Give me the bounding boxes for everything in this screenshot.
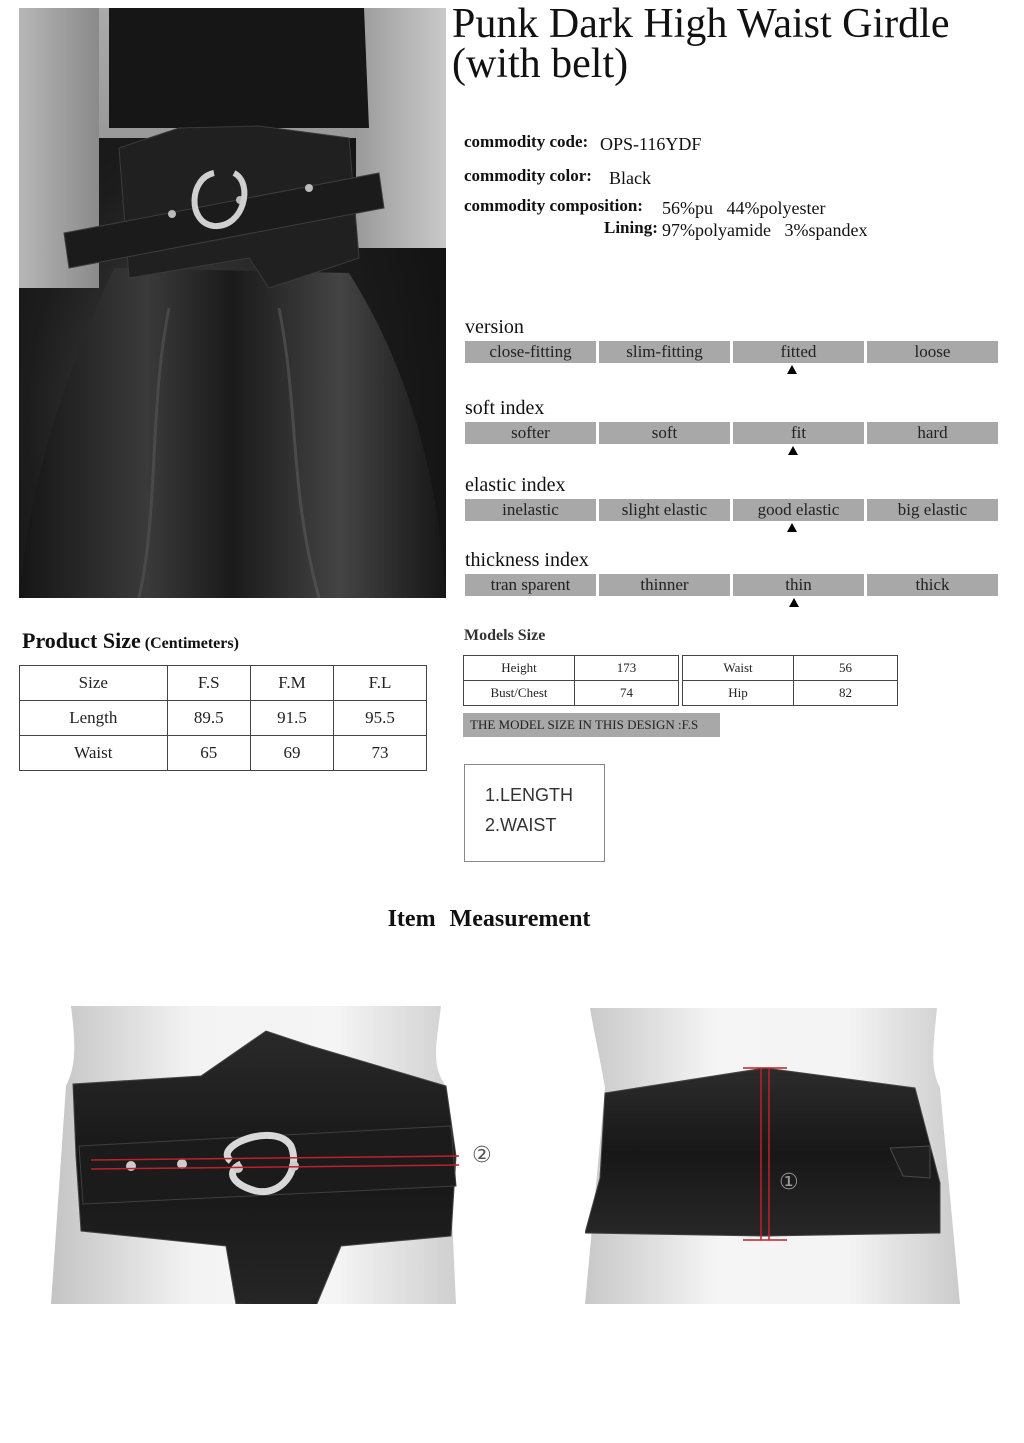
elastic-index-scale <box>465 474 998 532</box>
front-girdle-illustration <box>51 1006 469 1304</box>
table-cell: Hip <box>683 681 794 706</box>
table-cell: 73 <box>334 736 427 771</box>
thickness-index-scale <box>465 549 998 607</box>
table-cell: 74 <box>575 681 679 706</box>
selection-marker-icon <box>788 446 798 455</box>
table-cell: F.M <box>250 666 333 701</box>
scale-option-selected: fitted <box>733 341 864 363</box>
models-size-heading: Models Size <box>464 627 546 644</box>
selection-marker-icon <box>789 598 799 607</box>
back-measurement-photo <box>585 1008 960 1304</box>
version-scale <box>465 316 998 374</box>
item-measurement-heading: Item Measurement <box>387 906 591 932</box>
table-cell: F.L <box>334 666 427 701</box>
scale-title: version <box>465 316 524 338</box>
scale-option: inelastic <box>465 499 596 521</box>
table-cell: 89.5 <box>167 701 250 736</box>
scale-option: softer <box>465 422 596 444</box>
marker-two-icon: ② <box>472 1143 492 1168</box>
back-girdle-illustration <box>585 1008 960 1304</box>
models-size-table-left <box>463 655 679 706</box>
table-row <box>20 736 427 771</box>
table-cell: 95.5 <box>334 701 427 736</box>
legend-length: 1.LENGTH <box>485 785 574 805</box>
table-cell: Length <box>20 701 168 736</box>
table-cell: 173 <box>575 656 679 681</box>
front-measurement-photo <box>51 1006 469 1304</box>
hero-product-photo <box>19 8 446 598</box>
product-title: Punk Dark High Waist Girdle (with belt) <box>452 1 950 87</box>
scale-option-selected: thin <box>733 574 864 596</box>
table-header-row <box>20 666 427 701</box>
scale-option: tran sparent <box>465 574 596 596</box>
table-row <box>464 656 679 681</box>
product-size-unit: (Centimeters) <box>144 635 239 652</box>
scale-option: close-fitting <box>465 341 596 363</box>
table-cell: Size <box>20 666 168 701</box>
scale-option: big elastic <box>867 499 998 521</box>
legend-waist: 2.WAIST <box>485 815 557 835</box>
scale-option: slim-fitting <box>599 341 730 363</box>
table-cell: 82 <box>794 681 898 706</box>
lining-value: 97%polyamide 3%spandex <box>662 220 868 240</box>
model-size-note <box>463 713 720 737</box>
model-size-note-text: THE MODEL SIZE IN THIS DESIGN :F.S <box>470 717 699 732</box>
soft-index-scale <box>465 397 998 455</box>
table-cell: Waist <box>20 736 168 771</box>
models-size-table-right <box>682 655 898 706</box>
scale-option: slight elastic <box>599 499 730 521</box>
table-cell: Waist <box>683 656 794 681</box>
commodity-composition-value: 56%pu 44%polyester <box>662 198 826 218</box>
table-row <box>683 681 898 706</box>
scale-option: hard <box>867 422 998 444</box>
scale-option: thinner <box>599 574 730 596</box>
commodity-composition-label: commodity composition: <box>464 196 643 215</box>
scale-title: thickness index <box>465 549 589 571</box>
table-cell: 65 <box>167 736 250 771</box>
scale-option-selected: good elastic <box>733 499 864 521</box>
commodity-color-label: commodity color: <box>464 166 592 185</box>
table-cell: 56 <box>794 656 898 681</box>
commodity-code-value: OPS-116YDF <box>600 134 702 154</box>
product-size-table <box>19 665 427 771</box>
table-cell: 91.5 <box>250 701 333 736</box>
table-cell: Height <box>464 656 575 681</box>
marker-one-icon: ① <box>779 1170 799 1195</box>
scale-title: soft index <box>465 397 545 419</box>
girdle-photo-illustration <box>19 8 446 598</box>
selection-marker-icon <box>787 365 797 374</box>
table-cell: 69 <box>250 736 333 771</box>
table-cell: Bust/Chest <box>464 681 575 706</box>
product-size-heading <box>22 628 239 654</box>
product-size-title: Product Size <box>22 628 141 653</box>
scale-title: elastic index <box>465 474 566 496</box>
scale-option-selected: fit <box>733 422 864 444</box>
selection-marker-icon <box>787 523 797 532</box>
table-row <box>20 701 427 736</box>
table-row <box>464 681 679 706</box>
scale-option: thick <box>867 574 998 596</box>
lining-label: Lining: <box>604 218 658 237</box>
table-cell: F.S <box>167 666 250 701</box>
commodity-code-label: commodity code: <box>464 132 589 151</box>
measurement-legend-box <box>464 764 605 862</box>
scale-option: loose <box>867 341 998 363</box>
table-row <box>683 656 898 681</box>
scale-option: soft <box>599 422 730 444</box>
commodity-color-value: Black <box>609 168 651 188</box>
